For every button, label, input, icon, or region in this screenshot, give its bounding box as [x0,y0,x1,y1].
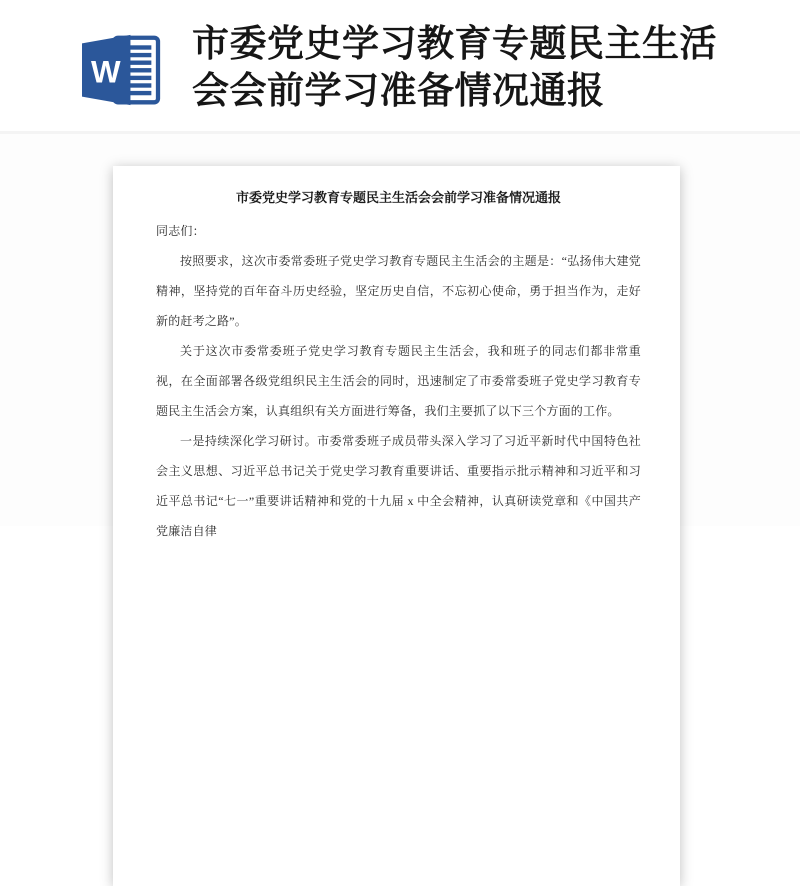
paragraph: 一是持续深化学习研讨。市委常委班子成员带头深入学习了习近平新时代中国特色社会主义思想、习近平总书记关于党史学习教育重要讲话、重要指示批示精神和习近平和习近平总书记“七一”重要讲话精神和党的十九届 x 中全会精神，认真研读党章和《中国共产党廉洁自律 [156,434,641,538]
word-icon [77,32,163,108]
page-title-line2: 会会前学习准备情况通报 [192,70,605,111]
document-preview-area[interactable] [0,131,800,538]
document-page [113,166,680,886]
word-icon-graphic [77,32,163,108]
page-header [0,0,800,131]
paragraph-salutation: 同志们： [156,224,205,238]
paragraph: 按照要求，这次市委常委班子党史学习教育专题民主生活会的主题是：“弘扬伟大建党精神，坚持党的百年奋斗历史经验，坚定历史自信，不忘初心使命，勇于担当作为，走好新的赶考之路”。 [156,254,641,328]
word-icon-letter: W [90,54,121,90]
document-title: 市委党史学习教育专题民主生活会会前学习准备情况通报 [235,190,561,205]
page-title-line1: 市委党史学习教育专题民主生活 [192,23,717,64]
page-title [192,20,717,114]
paragraph: 关于这次市委常委班子党史学习教育专题民主生活会，我和班子的同志们都非常重视，在全面部署各级党组织民主生活会的同时，迅速制定了市委常委班子党史学习教育专题民主生活会方案，认真组织有关方面进行筹备，我们主要抓了以下三个方面的工作。 [156,344,641,418]
